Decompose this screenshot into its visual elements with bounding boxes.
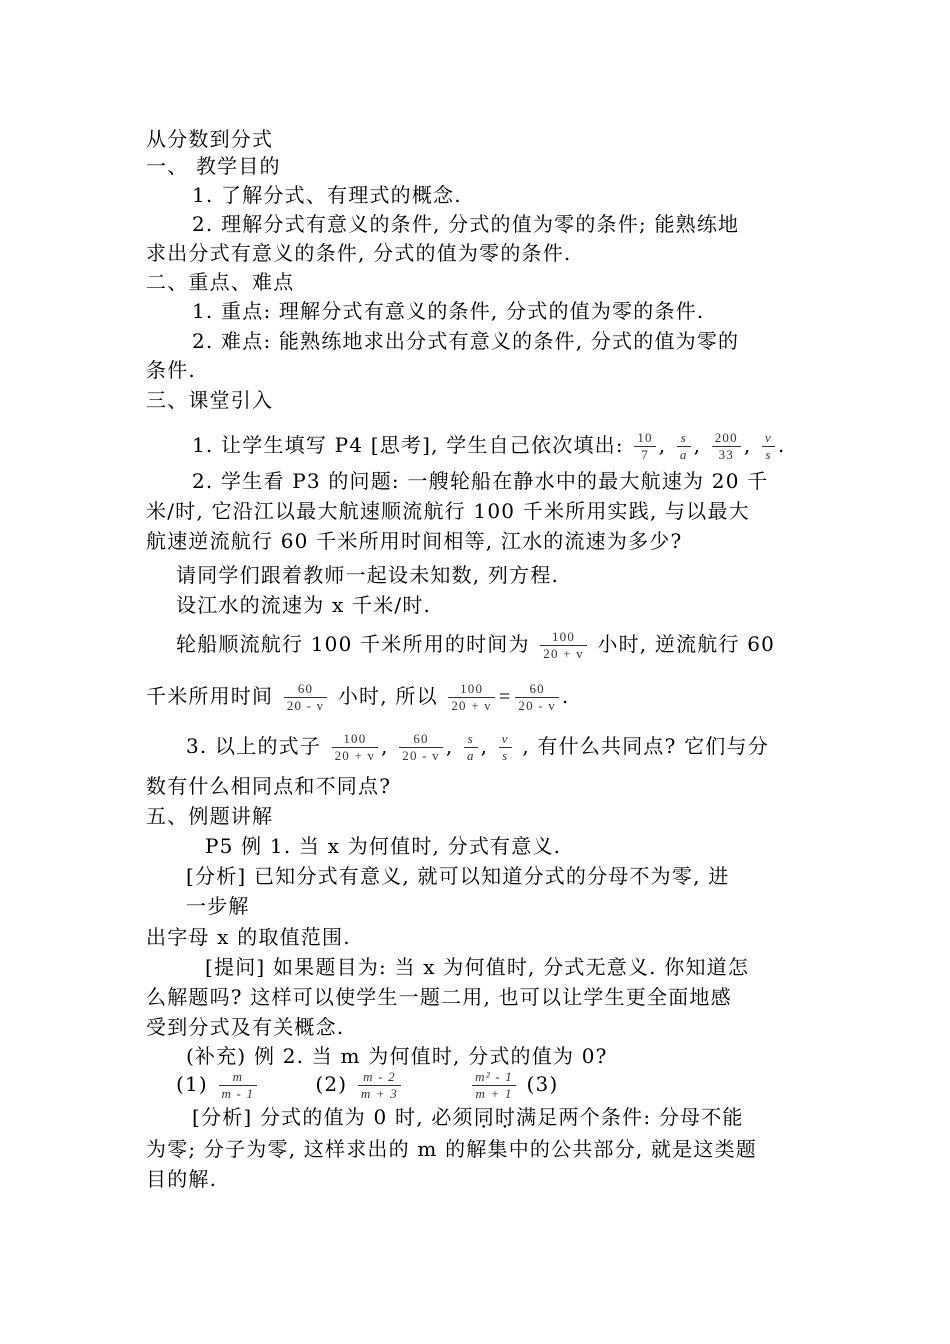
example-1: P5 例 1. 当 x 为何值时, 分式有意义. <box>205 834 562 858</box>
paragraph: 么解题吗? 这样可以使学生一题二用, 也可以让学生更全面地感 <box>146 985 732 1009</box>
paragraph: 1. 重点: 理解分式有意义的条件, 分式的值为零的条件. <box>192 299 705 323</box>
paragraph: 米/时, 它沿江以最大航速顺流航行 100 千米所用实践, 与以最大 <box>146 499 750 523</box>
text: 小时, 逆流航行 60 <box>597 632 776 656</box>
section-heading-examples: 五、例题讲解 <box>146 804 274 828</box>
numerator: 200 <box>712 430 741 447</box>
paragraph-with-fractions <box>192 425 786 465</box>
emphasis-dot-char: 时 <box>494 1105 517 1129</box>
section-heading-introduction: 三、课堂引入 <box>146 388 274 412</box>
paragraph-with-fractions <box>146 676 569 717</box>
paragraph: [分析] 已知分式有意义, 就可以知道分式的分母不为零, 进 <box>186 864 730 888</box>
comma: , <box>693 433 702 457</box>
paragraph <box>192 1102 744 1132</box>
fraction <box>284 681 328 714</box>
section-heading-objectives: 一、 教学目的 <box>146 154 281 178</box>
fraction <box>515 681 559 714</box>
paragraph: 2. 学生看 P3 的问题: 一艘轮船在静水中的最大航速为 20 千 <box>192 469 769 493</box>
document-title: 从分数到分式 <box>146 127 274 151</box>
numerator: 100 <box>540 629 587 646</box>
paragraph: 设江水的流速为 x 千米/时. <box>176 593 432 617</box>
text: [分析] 分式的值为 0 时, 必须 <box>192 1105 474 1129</box>
denominator: 20 - v <box>286 698 325 713</box>
paragraph: [提问] 如果题目为: 当 x 为何值时, 分式无意义. 你知道怎 <box>205 955 750 979</box>
denominator: 33 <box>718 447 734 462</box>
item-label: (3) <box>526 1072 559 1096</box>
text: 轮船顺流航行 100 千米所用的时间为 <box>176 632 530 656</box>
numerator: m² - 1 <box>472 1069 516 1086</box>
paragraph: 求出分式有意义的条件, 分式的值为零的条件. <box>146 241 572 265</box>
fraction <box>219 1069 258 1102</box>
comma: , <box>743 433 752 457</box>
text: 千米所用时间 <box>146 684 274 708</box>
denominator: a <box>679 447 688 462</box>
denominator: 7 <box>641 447 649 462</box>
denominator: 20 - v <box>402 748 440 763</box>
fraction <box>677 430 691 463</box>
item-label: (2) <box>315 1072 348 1096</box>
paragraph-with-fractions <box>186 726 769 766</box>
fraction <box>634 430 655 463</box>
fraction <box>448 681 495 714</box>
emphasis-dot-char: 同 <box>473 1105 495 1129</box>
numerator: s <box>677 430 691 447</box>
numerator: s <box>464 731 478 748</box>
numerator: 100 <box>332 731 379 748</box>
paragraph: 一步解 <box>186 894 250 918</box>
numerator: 60 <box>284 681 328 698</box>
paragraph: 航速逆流航行 60 千米所用时间相等, 江水的流速为多少? <box>146 529 683 553</box>
text: , 有什么共同点? 它们与分 <box>522 734 769 758</box>
numerator: 10 <box>634 430 655 447</box>
text: 3. 以上的式子 <box>186 734 322 758</box>
denominator: s <box>502 748 509 763</box>
text: 小时, 所以 <box>337 684 438 708</box>
text: 满足两个条件: 分母不能 <box>516 1105 744 1129</box>
paragraph-with-fractions <box>176 624 775 664</box>
fraction <box>464 731 478 764</box>
denominator: s <box>765 447 772 462</box>
denominator: m + 1 <box>475 1086 513 1101</box>
paragraph: 条件. <box>146 358 196 382</box>
fraction <box>762 430 775 463</box>
fraction <box>712 430 741 463</box>
denominator: 20 + v <box>334 748 376 763</box>
numerator: m - 2 <box>358 1069 401 1086</box>
paragraph: 2. 理解分式有意义的条件, 分式的值为零的条件; 能熟练地 <box>192 212 740 236</box>
comma: , <box>445 734 454 758</box>
numerator: m <box>219 1069 258 1086</box>
denominator: 20 + v <box>451 698 492 713</box>
numerator: 60 <box>515 681 559 698</box>
fraction <box>540 629 587 662</box>
item-label: (1) <box>176 1072 208 1096</box>
paragraph: 数有什么相同点和不同点? <box>146 774 392 798</box>
paragraph: 出字母 x 的取值范围. <box>146 925 351 949</box>
paragraph: 目的解. <box>146 1167 218 1191</box>
period: . <box>777 433 786 457</box>
fraction <box>358 1069 401 1102</box>
fraction <box>472 1069 516 1102</box>
denominator: m + 3 <box>360 1086 399 1101</box>
example-2-items <box>176 1064 558 1104</box>
denominator: a <box>466 748 475 763</box>
comma: , <box>480 734 489 758</box>
fraction <box>399 731 443 764</box>
comma: , <box>658 433 667 457</box>
equals-sign: = <box>498 686 512 708</box>
paragraph: 为零; 分子为零, 这样求出的 m 的解集中的公共部分, 就是这类题 <box>146 1137 758 1161</box>
period: . <box>561 684 570 708</box>
denominator: 20 - v <box>518 698 556 713</box>
numerator: 100 <box>448 681 495 698</box>
paragraph: 受到分式及有关概念. <box>146 1015 345 1039</box>
fraction <box>499 731 512 764</box>
denominator: m - 1 <box>221 1086 255 1101</box>
denominator: 20 + v <box>543 646 584 661</box>
fraction <box>332 731 379 764</box>
comma: , <box>381 734 389 758</box>
paragraph: 2. 难点: 能熟练地求出分式有意义的条件, 分式的值为零的 <box>192 329 740 353</box>
text: 1. 让学生填写 P4 [思考], 学生自己依次填出: <box>192 433 624 457</box>
numerator: v <box>499 731 512 748</box>
paragraph: 请同学们跟着教师一起设未知数, 列方程. <box>176 563 560 587</box>
numerator: v <box>762 430 775 447</box>
example-2: (补充) 例 2. 当 m 为何值时, 分式的值为 0? <box>186 1044 608 1068</box>
numerator: 60 <box>399 731 443 748</box>
paragraph: 1. 了解分式、有理式的概念. <box>192 183 462 207</box>
section-heading-keypoints: 二、重点、难点 <box>146 270 295 294</box>
